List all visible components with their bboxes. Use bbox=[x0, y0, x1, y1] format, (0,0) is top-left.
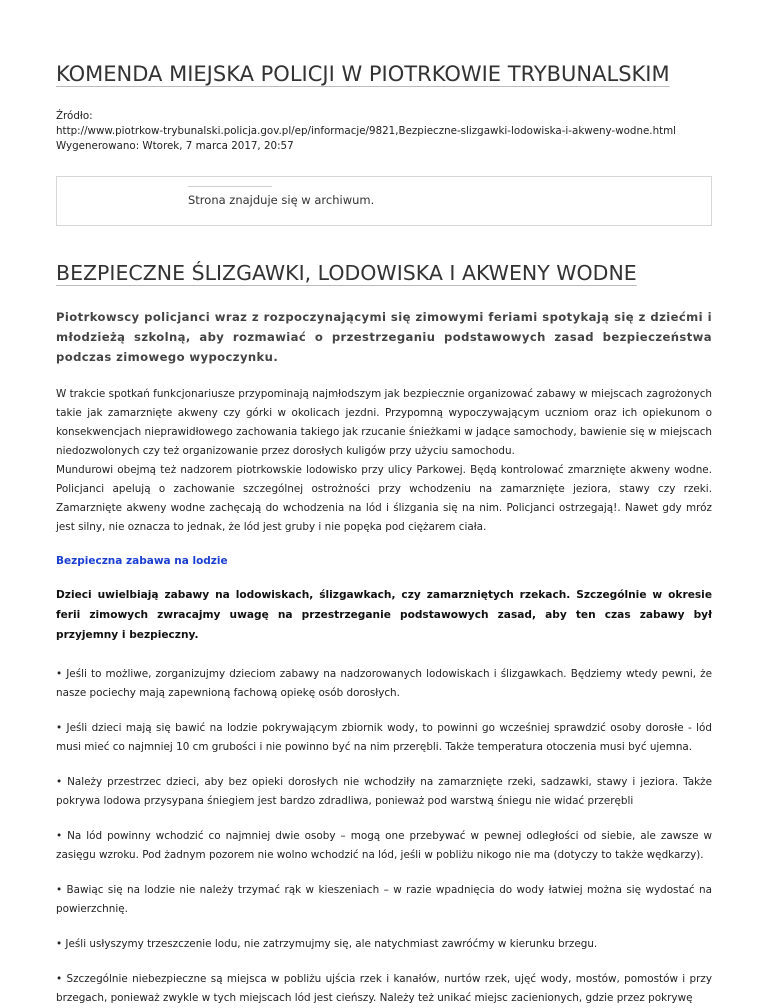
archive-notice: Strona znajduje się w archiwum. bbox=[188, 193, 375, 207]
section-heading-link[interactable]: Bezpieczna zabawa na lodzie bbox=[56, 555, 228, 567]
source-meta bbox=[56, 109, 712, 154]
list-item: • Na lód powinny wchodzić co najmniej dwie osoby – mogą one przebywać w pewnej odległości od siebie, ale zawsze w zasięgu wzroku. Pod żadnym pozorem nie wolno wchodzić na lód, jeśli w pobliżu nikogo nie ma (dotyczy to także wędkarzy). bbox=[56, 830, 712, 861]
source-url[interactable]: http://www.piotrkow-trybunalski.policja.gov.pl/ep/informacje/9821,Bezpieczne-slizgawki-lodowiska-i-akweny-wodne.html bbox=[56, 125, 677, 137]
list-item: • Szczególnie niebezpieczne są miejsca w pobliżu ujścia rzek i kanałów, nurtów rzek, ujęć wody, mostów, pomostów i przy brzegach, ponieważ zwykle w tych miejscach lód jest cieńszy. Należy też unikać miejsc zacienionych, gdzie przez pokrywę bbox=[56, 973, 712, 1004]
site-title: KOMENDA MIEJSKA POLICJI W PIOTRKOWIE TRYBUNALSKIM bbox=[56, 62, 670, 86]
generated-timestamp: Wygenerowano: Wtorek, 7 marca 2017, 20:57 bbox=[56, 140, 294, 152]
archive-divider bbox=[188, 186, 272, 187]
source-label: Źródło: bbox=[56, 110, 93, 122]
list-item: • Należy przestrzec dzieci, aby bez opieki dorosłych nie wchodziły na zamarznięte rzeki, sadzawki, stawy i jeziora. Także pokrywa lodowa przysypana śniegiem jest bardzo zdradliwa, ponieważ pod warstwą śniegu nie widać przerębli bbox=[56, 776, 712, 807]
list-item: • Jeśli dzieci mają się bawić na lodzie pokrywającym zbiornik wody, to powinni go wcześniej sprawdzić osoby dorosłe - lód musi mieć co najmniej 10 cm grubości i nie powinno być na nim przerębli. Także temperatura otoczenia musi być ujemna. bbox=[56, 722, 712, 753]
list-item: • Jeśli usłyszymy trzeszczenie lodu, nie zatrzymujmy się, ale natychmiast zawróćmy w kierunku brzegu. bbox=[56, 938, 598, 950]
section-lead: Dzieci uwielbiają zabawy na lodowiskach, ślizgawkach, czy zamarzniętych rzekach. Szczególnie w okresie ferii zimowych zwracajmy uwagę na przestrzeganie podstawowych zasad, aby ten czas zabawy był przyjemny i bezpieczny. bbox=[56, 589, 712, 641]
list-item: • Bawiąc się na lodzie nie należy trzymać rąk w kieszeniach – w razie wpadnięcia do wody łatwiej można się wydostać na powierzchnię. bbox=[56, 884, 712, 915]
article-title: BEZPIECZNE ŚLIZGAWKI, LODOWISKA I AKWENY WODNE bbox=[56, 261, 637, 285]
body-paragraph: W trakcie spotkań funkcjonariusze przypominają najmłodszym jak bezpiecznie organizować zabawy w miejscach zagrożonych takie jak zamarznięte akweny czy górki w okolicach jezdni. Przypomną wypoczywającym uczniom oraz ich opiekunom o konsekwencjach nieprawidłowego zachowania takiego jak rzucanie śnieżkami w jadące samochody, bawienie się w miejscach niedozwolonych czy też organizowanie przez dorosłych kuligów przy użyciu samochodu. bbox=[56, 388, 712, 457]
archive-notice-box bbox=[56, 176, 712, 226]
safety-tips-list bbox=[56, 665, 712, 1008]
body-paragraph: Mundurowi obejmą też nadzorem piotrkowskie lodowisko przy ulicy Parkowej. Będą kontrolować zmarznięte akweny wodne. Policjanci apelują o zachowanie szczególnej ostrożności przy wchodzeniu na zamarznięte jeziora, stawy czy rzeki. Zamarznięte akweny wodne zachęcają do wchodzenia na lód i ślizgania się na nim. Policjanci ostrzegają!. Nawet gdy mróz jest silny, nie oznacza to jednak, że lód jest gruby i nie popęka pod ciężarem ciała. bbox=[56, 464, 712, 533]
article-lead: Piotrkowscy policjanci wraz z rozpoczynającymi się zimowymi feriami spotykają się z dziećmi i młodzieżą szkolną, aby rozmawiać o przestrzeganiu podstawowych zasad bezpieczeństwa podczas zimowego wypoczynku. bbox=[56, 310, 712, 364]
article-body bbox=[56, 385, 712, 537]
list-item: • Jeśli to możliwe, zorganizujmy dzieciom zabawy na nadzorowanych lodowiskach i ślizgawkach. Będziemy wtedy pewni, że nasze pociechy mają zapewnioną fachową opiekę osób dorosłych. bbox=[56, 668, 712, 699]
